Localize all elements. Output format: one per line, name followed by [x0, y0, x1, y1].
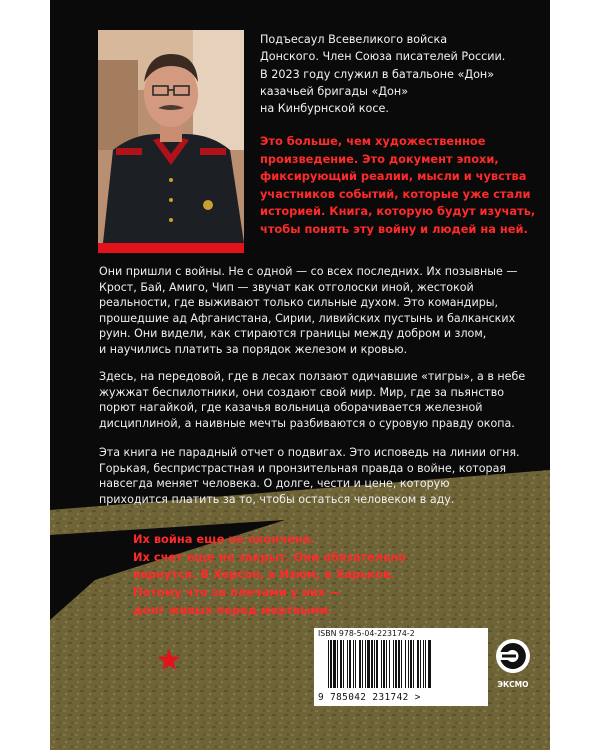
- publisher-logo: [493, 636, 533, 696]
- author-bio: [260, 31, 530, 117]
- body-line: навсегда меняет человека. О долге, чести и цене, которую: [99, 477, 450, 491]
- highlight-quote: [260, 133, 545, 239]
- body-line: прошедшие ад Афганистана, Сирии, ливийских пустынь и балканских: [99, 311, 516, 325]
- body-line: реальности, где выживают только сильные духом. Это командиры,: [99, 296, 499, 310]
- body-paragraph-3: [99, 445, 519, 507]
- body-line: Крост, Бай, Амиго, Чип — звучат как отголоски иной, жестокой: [99, 280, 474, 294]
- highlight-quote-line: чтобы понять эту войну и людей на ней.: [260, 221, 528, 236]
- body-line: и научились платить за порядок железом и кровью.: [99, 342, 408, 356]
- highlight-quote-line: произведение. Это документ эпохи,: [260, 151, 499, 166]
- barcode-icon: [318, 640, 484, 692]
- highlight-quote-line: участников событий, которые уже стали: [260, 186, 531, 201]
- closing-quote-line: долг живых перед мертвыми.: [133, 602, 332, 617]
- body-paragraph-1: [99, 264, 519, 358]
- highlight-quote-line: историей. Книга, которую будут изучать,: [260, 204, 536, 219]
- eksmo-logo-icon: [493, 636, 533, 680]
- highlight-quote-line: фиксирующий реалии, мысли и чувства: [260, 169, 527, 184]
- publisher-name: ЭКСМО: [497, 680, 529, 689]
- body-line: Здесь, на передовой, где в лесах ползают одичавшие «тигры», а в небе: [99, 370, 526, 383]
- closing-quote-line: Их война еще не окончена.: [133, 532, 315, 546]
- author-bio-line: Донского. Член Союза писателей России.: [260, 50, 506, 64]
- author-bio-line: В 2023 году служил в батальоне «Дон»: [260, 67, 495, 81]
- author-bio-line: казачьей бригады «Дон»: [260, 84, 409, 98]
- barcode-panel: [314, 628, 488, 706]
- highlight-quote-line: Это больше, чем художественное: [260, 134, 486, 148]
- closing-quote-line: вернутся. В Херсон, в Изюм, в Харьков.: [133, 567, 395, 582]
- back-cover: [50, 0, 550, 750]
- body-line: дисциплиной, а наивные мечты разбиваются о суровую правду окопа.: [99, 416, 515, 430]
- body-line: жужжат беспилотники, они создают свой мир. Мир, где за пьянство: [99, 385, 505, 399]
- body-line: приходится платить за то, чтобы остаться человеком в аду.: [99, 492, 455, 506]
- closing-quote-line: Потому что за плечами у них —: [133, 585, 341, 600]
- body-line: Эта книга не парадный отчет о подвигах. Это исповедь на линии огня.: [99, 446, 520, 459]
- body-line: Горькая, беспристрастная и пронзительная правда о войне, которая: [99, 461, 507, 475]
- body-line: руин. Они видели, как стираются границы между добром и злом,: [99, 327, 487, 341]
- author-bio-line: Подъесаул Всевеликого войска: [260, 33, 448, 46]
- body-line: порют нагайкой, где казачья вольница оборачивается железной: [99, 401, 483, 415]
- body-line: Они пришли с войны. Не с одной — со всех последних. Их позывные —: [99, 265, 518, 278]
- closing-quote: [133, 531, 433, 620]
- red-star-icon: [157, 648, 181, 672]
- body-paragraph-2: [99, 369, 526, 431]
- isbn-text: ISBN 978-5-04-223174-2: [318, 629, 415, 638]
- author-bio-line: на Кинбурнской косе.: [260, 102, 389, 116]
- barcode-digits: 9 785042 231742 >: [318, 692, 421, 703]
- author-photo: [98, 30, 244, 253]
- closing-quote-line: Их счет еще не закрыт. Они обязательно: [133, 549, 407, 564]
